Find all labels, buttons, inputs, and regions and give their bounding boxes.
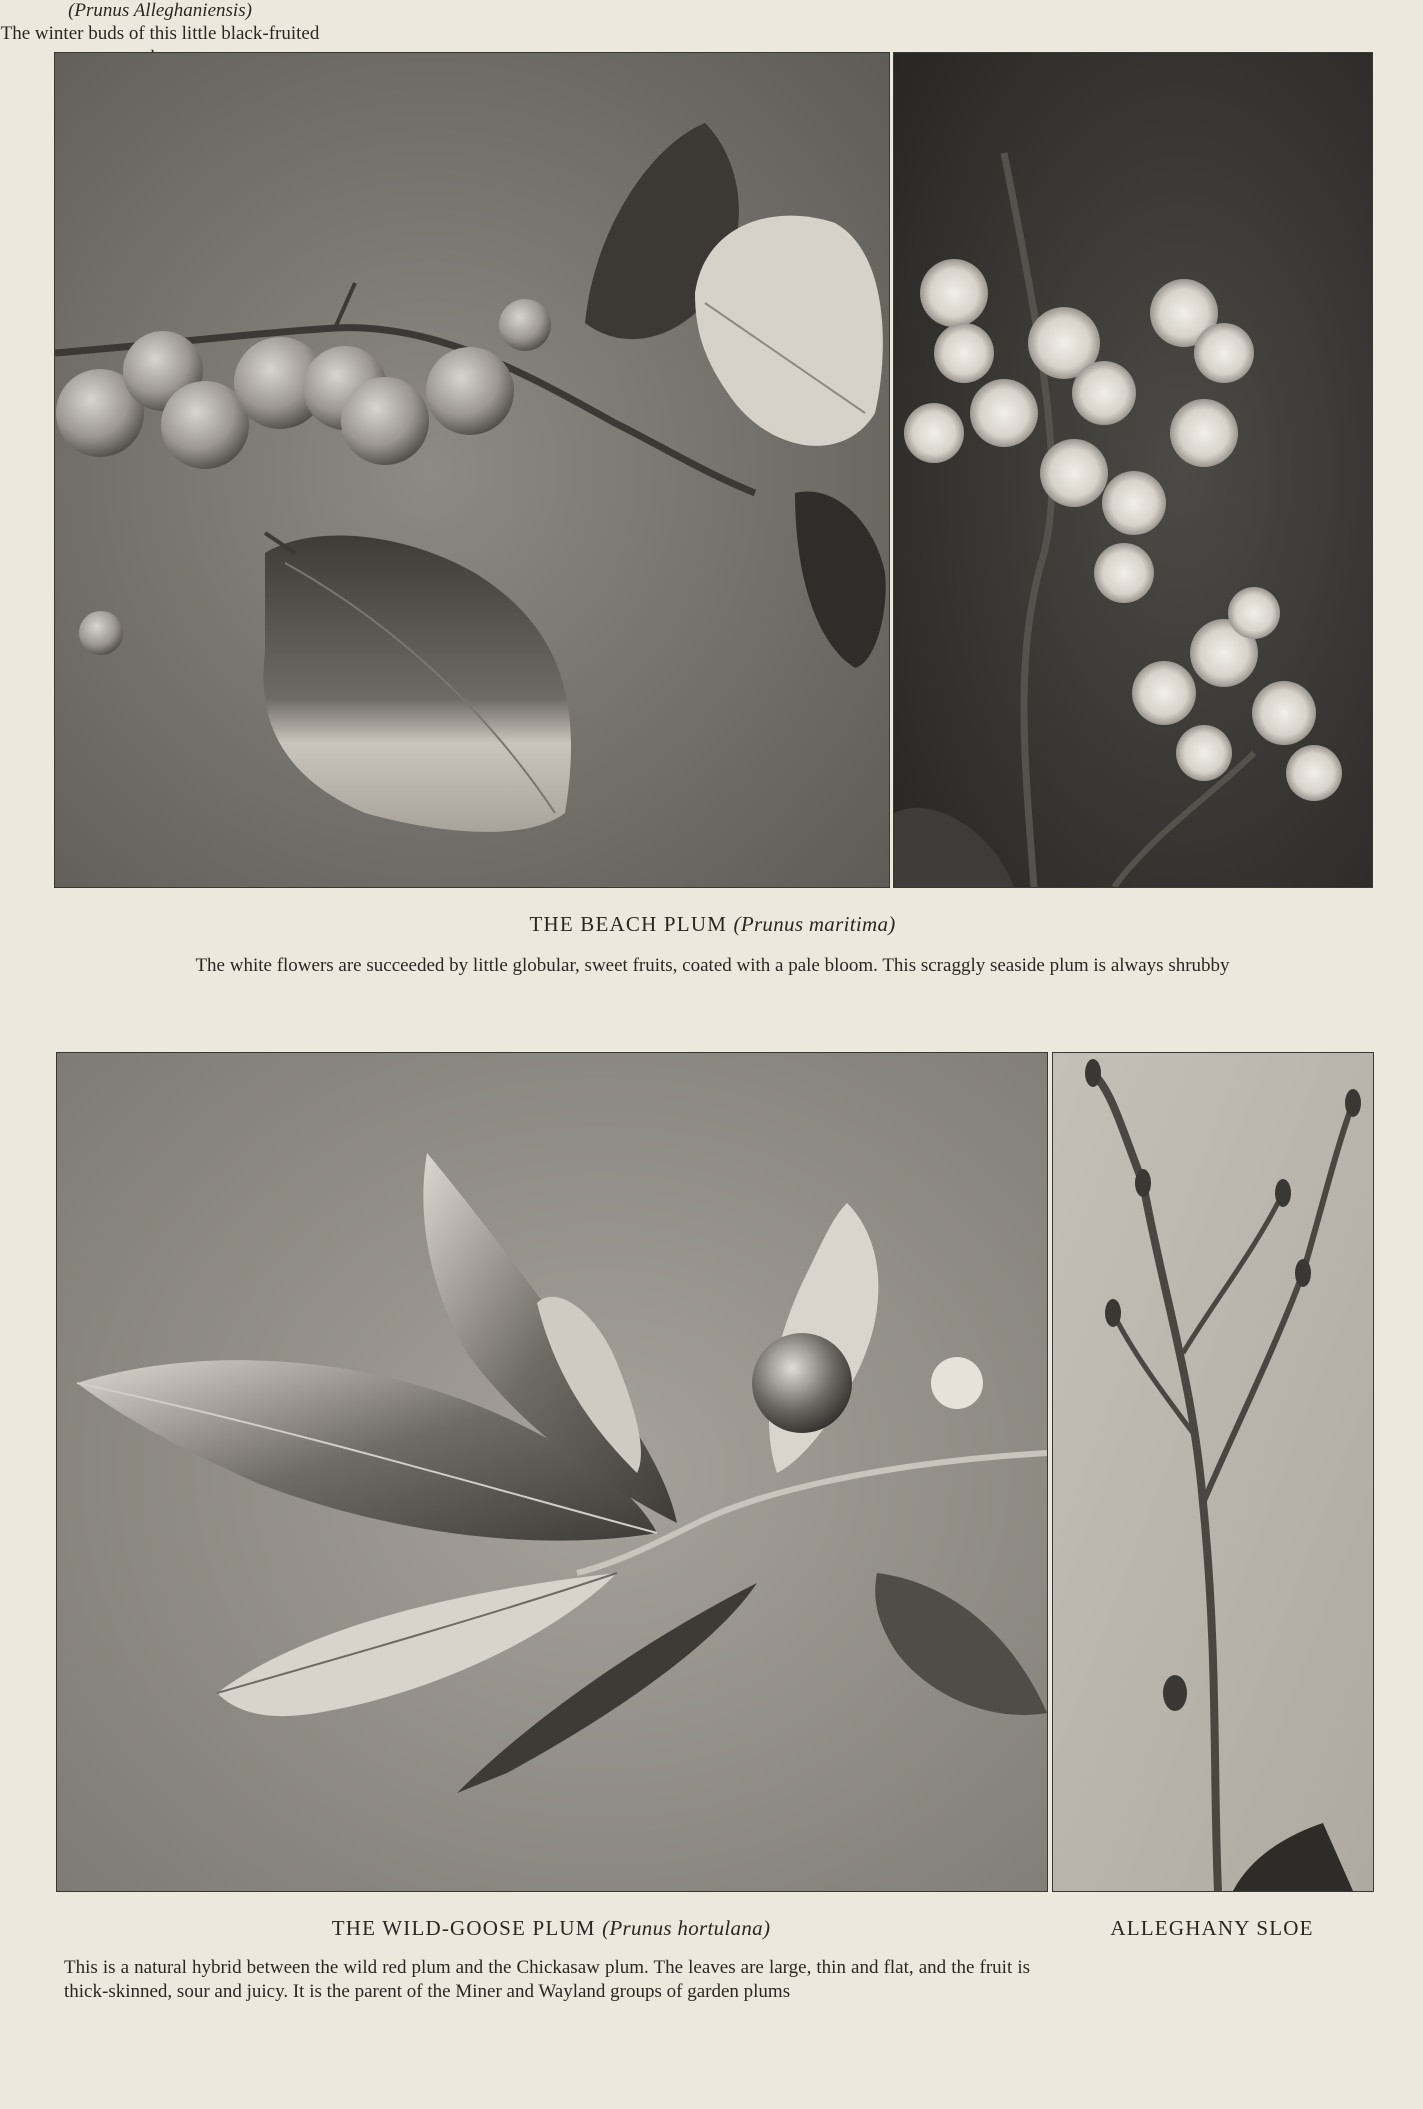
alleghany-sloe-title: ALLEGHANY SLOE [1110,1916,1314,1940]
beach-plum-caption: The white flowers are succeeded by little globular, sweet fruits, coated with a pale bloom. This scraggly seaside plum is always shrubby [195,955,1230,976]
beach-plum-fruit-photo [54,52,890,888]
beach-plum-title: THE BEACH PLUM (Prunus maritima) [529,912,896,936]
alleghany-sloe-photo [1052,1052,1374,1892]
wild-goose-plum-scientific-name: (Prunus hortulana) [602,1916,771,1940]
wild-goose-plum-title: THE WILD-GOOSE PLUM (Prunus hortulana) [331,1916,771,1940]
wild-goose-plum-photo [56,1052,1048,1892]
beach-plum-scientific-name: (Prunus maritima) [733,912,896,936]
beach-plum-flower-photo [893,52,1373,888]
alleghany-sloe-scientific-name: (Prunus Alleghaniensis) [68,0,252,21]
wild-goose-plum-caption: This is a natural hybrid between the wild red plum and the Chickasaw plum. The leaves are large, thin and flat, and the fruit is thick-skinned, sour and juicy. It is the parent of the Miner and Wayland groups of garden plums [64,1957,1030,2002]
alleghany-sloe-caption: The winter buds of this little black-fruited [0,23,320,44]
